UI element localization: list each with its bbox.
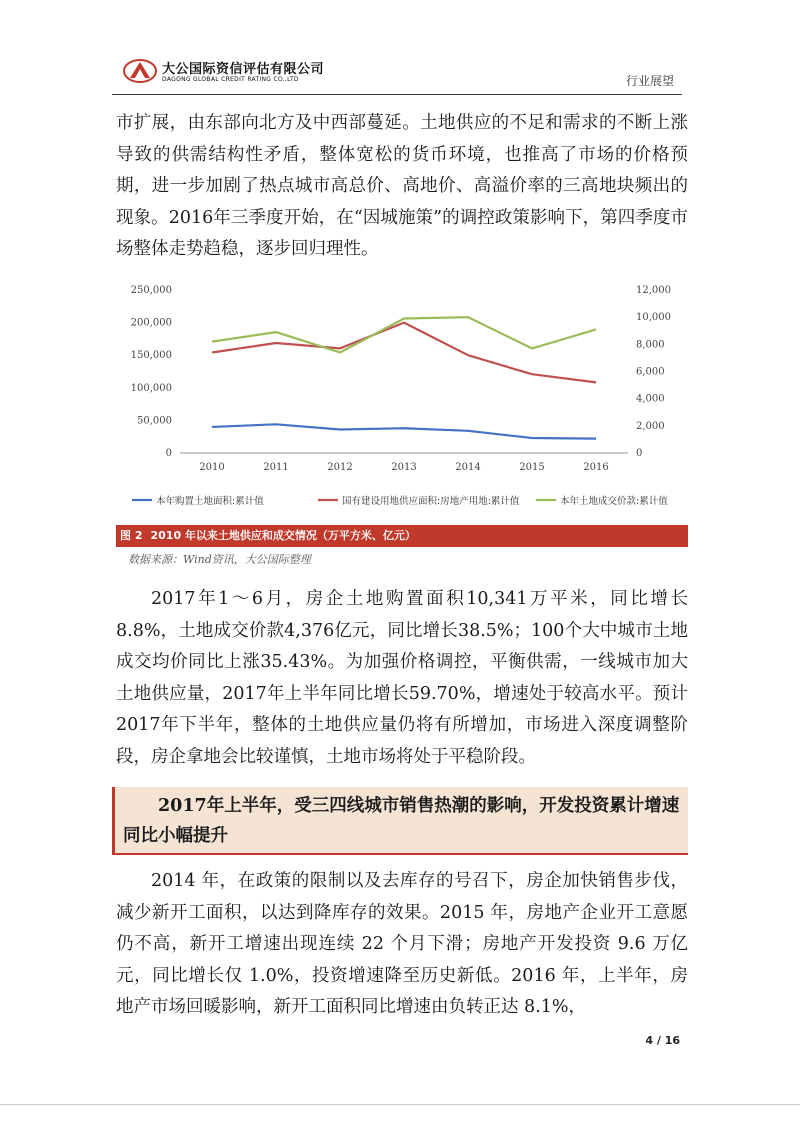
x-axis-tick-label: 2015 [519, 462, 545, 473]
x-axis-tick-label: 2016 [583, 462, 609, 473]
left-axis-tick-label: 0 [165, 448, 172, 459]
figure-number: 图 2 [120, 529, 143, 542]
x-axis-tick-label: 2010 [199, 462, 225, 473]
right-axis-tick-label: 4,000 [636, 393, 665, 405]
x-axis-tick-label: 2011 [263, 462, 289, 473]
dagong-logo-icon [122, 58, 158, 84]
page-bottom-divider [0, 1104, 800, 1105]
left-axis-tick-label: 50,000 [137, 415, 172, 427]
page-number: 4 / 16 [645, 1034, 680, 1047]
figure-source: 数据来源：Wind资讯，大公国际整理 [128, 553, 311, 566]
page-header [112, 50, 682, 95]
right-axis-tick-label: 6,000 [636, 366, 665, 378]
paragraph-3: 2014 年，在政策的限制以及去库存的号召下，房企加快销售步伐，减少新开工面积，以达到降库存的效果。2015 年，房地产企业开工意愿仍不高，新开工增速出现连续 22 个月下滑；房地产开发投资 9.6 万亿元，同比增长仅 1.0%，投资增速降至历史新低。2016 年，上半年，房地产市场回暖影响，新开工面积同比增速由负转正达 8.1%， [116, 871, 688, 1017]
right-axis-tick-label: 12,000 [636, 285, 671, 296]
left-axis-tick-label: 150,000 [130, 350, 172, 362]
land-supply-chart [112, 278, 688, 518]
legend-label-2: 国有建设用地供应面积:房地产用地:累计值 [342, 496, 520, 507]
section-heading: 2017年上半年，受三四线城市销售热潮的影响，开发投资累计增速同比小幅提升 [112, 787, 688, 855]
left-axis-tick-label: 250,000 [130, 285, 172, 296]
x-axis-tick-label: 2012 [327, 462, 353, 473]
right-axis-tick-label: 10,000 [636, 312, 671, 324]
right-axis-tick-label: 0 [636, 448, 643, 459]
x-axis-tick-label: 2013 [391, 462, 417, 473]
series-line-2 [212, 323, 596, 383]
legend-label-1: 本年购置土地面积:累计值 [156, 496, 264, 507]
legend-label-3: 本年土地成交价款:累计值 [560, 496, 668, 507]
series-line-1 [212, 424, 596, 438]
company-name-cn: 大公国际资信评估有限公司 [162, 62, 325, 77]
figure-caption: 2010 年以来土地供应和成交情况（万平方米、亿元） [150, 529, 416, 542]
paragraph-2: 2017年1～6月，房企土地购置面积10,341万平米，同比增长8.8%，土地成交价款4,376亿元，同比增长38.5%；100个大中城市土地成交均价同比上涨35.43%。为加强价格调控，平衡供需，一线城市加大土地供应量，2017年上半年同比增长59.70%，增速处于较高水平。预计2017年下半年，整体的土地供应量仍将有所增加，市场进入深度调整阶段，房企拿地会比较谨慎，土地市场将处于平稳阶段。 [116, 589, 688, 767]
x-axis-tick-label: 2014 [455, 462, 481, 473]
section-label: 行业展望 [625, 74, 674, 88]
right-axis-tick-label: 2,000 [636, 420, 665, 432]
left-axis-tick-label: 200,000 [130, 317, 172, 329]
figure-caption-bar [116, 525, 688, 547]
left-axis-tick-label: 100,000 [130, 382, 172, 394]
right-axis-tick-label: 8,000 [636, 339, 665, 351]
company-name-en: DAGONG GLOBAL CREDIT RATING CO.,LTD [162, 76, 299, 83]
paragraph-1: 市扩展，由东部向北方及中西部蔓延。土地供应的不足和需求的不断上涨导致的供需结构性矛盾，整体宽松的货币环境，也推高了市场的价格预期，进一步加剧了热点城市高总价、高地价、高溢价率的三高地块频出的现象。2016年三季度开始，在“因城施策”的调控政策影响下，第四季度市场整体走势趋稳，逐步回归理性。 [116, 113, 688, 259]
